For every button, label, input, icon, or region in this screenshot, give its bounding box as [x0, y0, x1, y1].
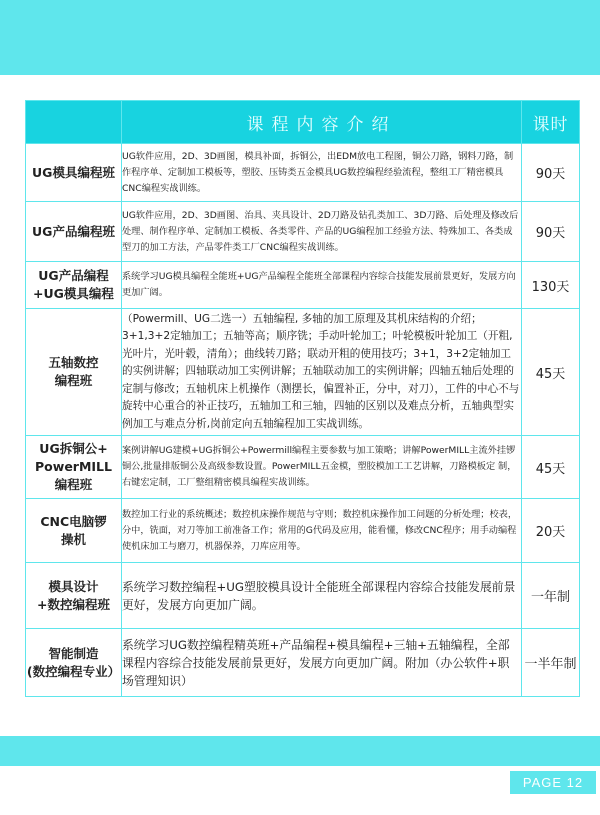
course-name: [26, 563, 122, 629]
top-color-band: [0, 0, 600, 75]
course-hours: 90天: [522, 202, 580, 262]
course-row: [26, 436, 580, 499]
course-hours: 90天: [522, 144, 580, 202]
page-number-label: PAGE 12: [510, 771, 596, 794]
header-hours-title: 课时: [522, 101, 580, 144]
course-name: [26, 309, 122, 436]
course-hours: 一半年制: [522, 629, 580, 697]
course-name-line: 操机: [60, 531, 86, 547]
course-name-line: UG拆铜公+: [39, 441, 108, 456]
course-row: [26, 144, 580, 202]
course-name-line: 模具设计: [48, 578, 99, 594]
course-name-line: PowerMILL: [35, 459, 112, 474]
course-name: [26, 499, 122, 563]
course-description: 数控加工行业的系统概述；数控机床操作规范与守则；数控机床操作加工问题的分析处理；校表，分中，铣面，对刀等加工前准备工作；常用的G代码及应用，能看懂，修改CNC程序；用手动编程使机床加工与磨刀，机器保养，刀库应用等。: [122, 499, 522, 563]
course-description: 系统学习UG模具编程全能班+UG产品编程全能班全部课程内容综合技能发展前景更好，发展方向更加广阔。: [122, 262, 522, 309]
course-description: UG软件应用，2D、3D画图、治具、夹具设计、2D刀路及钻孔类加工、3D刀路、后处理及修改后处理、制作程序单、定制加工模板、各类零件、产品的UG编程加工经验方法、特殊加工、各类成型刀的加工方法，产品零件类工厂CNC编程实战训练。: [122, 202, 522, 262]
course-name: [26, 262, 122, 309]
course-hours: 130天: [522, 262, 580, 309]
course-row: [26, 309, 580, 436]
course-row: [26, 563, 580, 629]
course-name: [26, 436, 122, 499]
course-description: （Powermill、UG二选一）五轴编程, 多轴的加工原理及其机床结构的介绍；3+1,3+2定轴加工；五轴等高；顺序铣；手动叶轮加工；叶轮模板叶轮加工（开粗,光叶片，光叶毂，清角）；曲线转刀路；联动开粗的使用技巧；3+1，3+2定轴加工的实例讲解；四轴联动加工实例讲解；五轴联动加工的实例讲解；四轴五轴后处理的定制与修改；五轴机床上机操作（测摆长，偏置补正，分中，对刀），工件的中心不与旋转中心重合的补正技巧，五轴加工和三轴，四轴的区别以及难点分析，五轴典型实例加工与难点分析,岗前定向五轴编程加工实战训练。: [122, 309, 522, 436]
course-row: [26, 499, 580, 563]
course-hours: 一年制: [522, 563, 580, 629]
course-row: [26, 262, 580, 309]
course-name: [26, 629, 122, 697]
course-name-line: 五轴数控: [48, 355, 99, 370]
course-name-line: 编程班: [54, 373, 93, 388]
course-name-line: UG产品编程班: [32, 223, 115, 239]
course-name-line: CNC电脑锣: [40, 513, 107, 529]
bottom-color-band: [0, 736, 600, 766]
course-hours: 45天: [522, 436, 580, 499]
course-name-line: +数控编程班: [37, 596, 110, 612]
course-name-line: UG模具编程班: [32, 164, 115, 180]
course-name-line: 智能制造: [48, 645, 99, 661]
header-content-title: 课程内容介绍: [122, 101, 522, 144]
course-name-line: (数控编程专业）: [26, 663, 121, 679]
course-name: [26, 144, 122, 202]
header-corner-cell: [26, 101, 122, 144]
course-description: 案例讲解UG建模+UG拆铜公+Powermill编程主要参数与加工策略；讲解PowerMILL主流外挂锣铜公,批量排版铜公及高级参数设置。PowerMILL五金模，塑胶模加工工艺讲解，刀路模板定 制，右键宏定制，工厂整组精密模具编程实战训练。: [122, 436, 522, 499]
course-name-line: +UG模具编程: [33, 286, 114, 301]
course-row: [26, 202, 580, 262]
course-hours: 20天: [522, 499, 580, 563]
course-name: [26, 202, 122, 262]
course-name-line: UG产品编程: [38, 268, 109, 283]
course-name-line: 编程班: [54, 477, 93, 492]
course-hours: 45天: [522, 309, 580, 436]
course-description: 系统学习数控编程+UG塑胶模具设计全能班全部课程内容综合技能发展前景更好，发展方向更加广阔。: [122, 563, 522, 629]
table-header-row: [26, 101, 580, 144]
course-row: [26, 629, 580, 697]
course-description: UG软件应用，2D、3D画图，模具补面，拆铜公，出EDM放电工程图，铜公刀路，钢料刀路，制作程序单、定制加工模板等，塑胶、压铸类五金模具UG数控编程经验流程，整组工厂精密模具CNC编程实战训练。: [122, 144, 522, 202]
course-table: [25, 100, 580, 697]
course-description: 系统学习UG数控编程精英班+产品编程+模具编程+三轴+五轴编程，全部课程内容综合技能发展前景更好，发展方向更加广阔。附加（办公软件+职场管理知识）: [122, 629, 522, 697]
